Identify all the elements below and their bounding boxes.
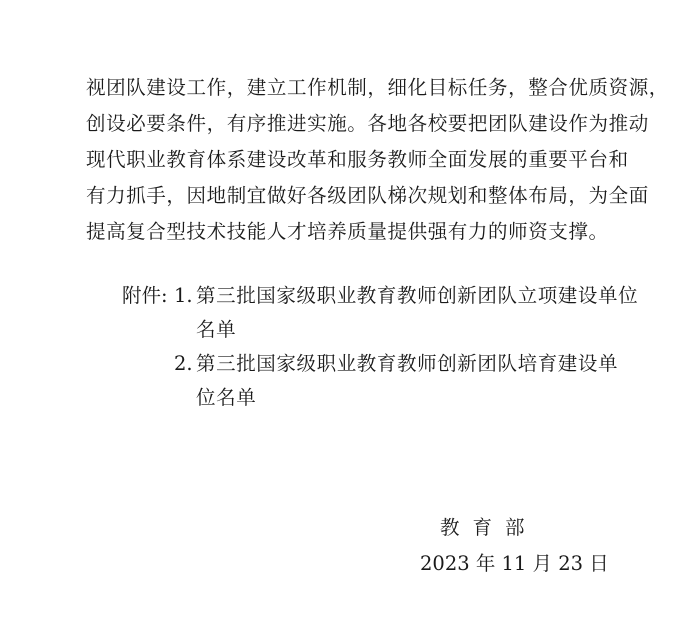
attachment-1-number: 1.	[174, 284, 193, 307]
issue-date: 2023 年 11 月 23 日	[420, 552, 609, 575]
body-paragraph-line-5: 提高复合型技术技能人才培养质量提供强有力的师资支撑。	[86, 220, 609, 243]
body-paragraph-line-4: 有力抓手，因地制宜做好各级团队梯次规划和整体布局，为全面	[86, 184, 649, 207]
attachment-1-title-line-2: 名单	[196, 318, 237, 341]
body-paragraph-line-1: 视团队建设工作，建立工作机制，细化目标任务，整合优质资源，	[86, 76, 669, 99]
body-paragraph-line-2: 创设必要条件，有序推进实施。各地各校要把团队建设作为推动	[86, 112, 649, 135]
attachment-1-title-line-1: 第三批国家级职业教育教师创新团队立项建设单位	[196, 284, 639, 307]
attachments-label: 附件:	[122, 284, 168, 307]
attachment-2-title-line-1: 第三批国家级职业教育教师创新团队培育建设单	[196, 352, 619, 375]
attachment-2-number: 2.	[174, 352, 193, 375]
body-paragraph-line-3: 现代职业教育体系建设改革和服务教师全面发展的重要平台和	[86, 148, 629, 171]
issuing-authority-signature: 教育部	[440, 516, 538, 539]
attachment-2-title-line-2: 位名单	[196, 386, 257, 409]
